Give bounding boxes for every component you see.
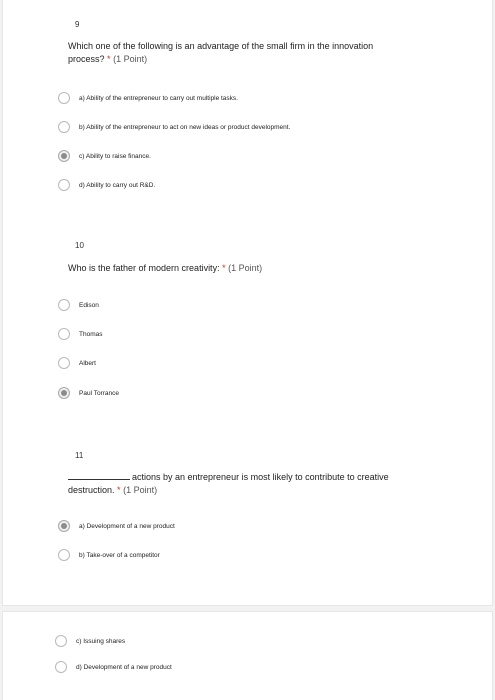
fill-in-blank: [68, 470, 130, 480]
question-line-2: [68, 53, 373, 66]
option-label: c) Issuing shares: [76, 637, 126, 645]
option-thomas[interactable]: [58, 327, 102, 341]
radio-button[interactable]: [58, 328, 70, 340]
option-b[interactable]: [58, 120, 290, 134]
radio-button-selected[interactable]: [58, 387, 70, 399]
question-points: (1 Point): [123, 485, 158, 495]
question-text: [68, 40, 373, 66]
form-card-continued: [3, 612, 492, 700]
radio-button[interactable]: [55, 661, 67, 673]
option-label: a) Development of a new product: [79, 522, 175, 530]
radio-button[interactable]: [58, 179, 70, 191]
option-a[interactable]: [58, 519, 175, 533]
option-c[interactable]: [58, 149, 151, 163]
question-text: [68, 262, 262, 275]
question-line-text: destruction.: [68, 485, 115, 495]
question-points: (1 Point): [113, 54, 148, 64]
radio-button[interactable]: [55, 635, 67, 647]
radio-button-selected[interactable]: [58, 520, 70, 532]
question-line: Which one of the following is an advantage of the small firm in the innovation: [68, 41, 374, 51]
question-line-2: [68, 484, 389, 497]
option-albert[interactable]: [58, 356, 96, 370]
option-label: b) Take-over of a competitor: [79, 551, 160, 559]
option-label: d) Ability to carry out R&D.: [79, 181, 156, 189]
question-points: (1 Point): [228, 263, 263, 273]
radio-button[interactable]: [58, 299, 70, 311]
radio-button[interactable]: [58, 92, 70, 104]
question-number: 11: [75, 451, 84, 460]
option-d[interactable]: [55, 660, 172, 674]
question-number: 9: [75, 20, 80, 29]
question-line-text: actions by an entrepreneur is most likely to contribute to creative: [132, 472, 389, 482]
question-text: [68, 470, 389, 497]
required-marker: *: [222, 263, 226, 273]
option-label: b) Ability of the entrepreneur to act on new ideas or product development.: [79, 123, 291, 131]
option-label: d) Development of a new product: [76, 663, 172, 671]
option-label: c) Ability to raise finance.: [79, 152, 151, 160]
radio-button-selected[interactable]: [58, 150, 70, 162]
radio-button[interactable]: [58, 121, 70, 133]
option-c[interactable]: [55, 634, 125, 648]
option-a[interactable]: [58, 91, 238, 105]
option-paul-torrance[interactable]: [58, 386, 119, 400]
option-label: Albert: [79, 359, 96, 367]
option-label: a) Ability of the entrepreneur to carry out multiple tasks.: [79, 94, 238, 102]
option-edison[interactable]: [58, 298, 99, 312]
question-line: [68, 470, 389, 484]
radio-button[interactable]: [58, 549, 70, 561]
required-marker: *: [117, 485, 121, 495]
option-d[interactable]: [58, 178, 155, 192]
question-line-text: Who is the father of modern creativity:: [68, 263, 220, 273]
option-label: Thomas: [79, 330, 103, 338]
question-line-text: process?: [68, 54, 105, 64]
question-number: 10: [75, 241, 84, 250]
form-card: [3, 0, 492, 605]
option-label: Paul Torrance: [79, 389, 119, 397]
option-label: Edison: [79, 301, 99, 309]
required-marker: *: [107, 54, 111, 64]
option-b[interactable]: [58, 548, 160, 562]
radio-button[interactable]: [58, 357, 70, 369]
